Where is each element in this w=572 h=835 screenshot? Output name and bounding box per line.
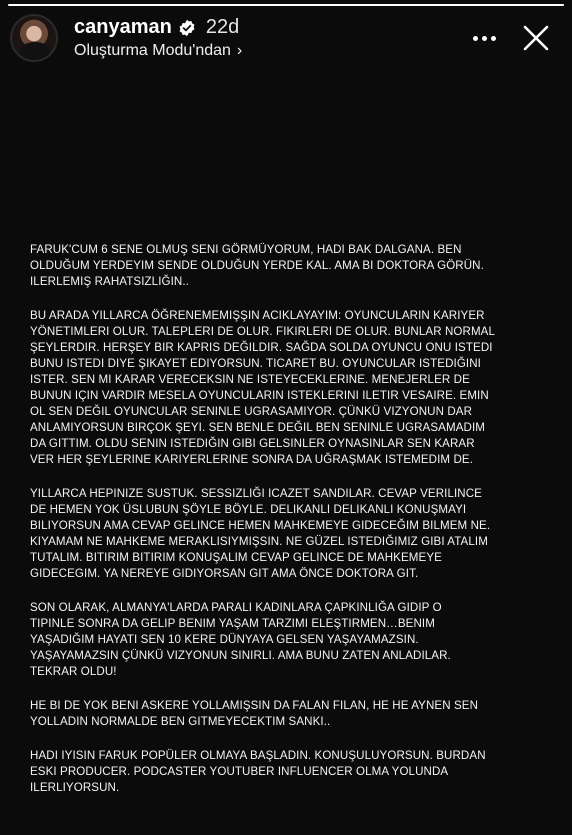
username[interactable]: canyaman	[74, 16, 172, 38]
close-icon[interactable]	[516, 18, 556, 58]
verified-badge-icon	[178, 19, 196, 37]
more-dot	[473, 36, 478, 41]
story-paragraph: YILLARCA HEPINIZE SUSTUK. SESSIZLIĞI ICAZET SANDILAR. CEVAP VERILINCE DE HEMEN YOK ÜSLUBUN ŞÖYLE BÖYLE. DELIKANLI DELIKANLI KONUŞMAYI BILIYORSUN AMA CEVAP GELINCE HEMEN MAHKEMEYE GIDECEĞIM BILMEM NE. KIYAMAM NE MAHKEME MERAKLISIYMIŞSIN. NE GÜZEL ISTEDIĞIMIZ GIBI ATALIM TUTALIM. BITIRIM BITIRIM KONUŞALIM CEVAP GELINCE DE MAHKEMEYE GIDECEGIM. YA NEREYE GIDIYORSAN GIT AMA ÖNCE DOKTORA GIT.	[30, 486, 491, 580]
story-paragraph: HE BI DE YOK BENI ASKERE YOLLAMIŞSIN DA FALAN FILAN, HE HE AYNEN SEN YOLLADIN NORMALDE BEN GITMEYECEKTIM SANKI..	[30, 698, 479, 728]
story-progress-fill	[8, 4, 564, 6]
story-paragraph: HADI IYISIN FARUK POPÜLER OLMAYA BAŞLADIN. KONUŞULUYORSUN. BURDAN ESKI PRODUCER. PODCASTER YOUTUBER INFLUENCER OLMA YOLUNDA ILERLIYORSUN.	[30, 748, 486, 794]
more-options-icon[interactable]	[468, 22, 500, 54]
avatar[interactable]	[10, 14, 58, 62]
creation-mode-link[interactable]	[74, 42, 242, 60]
story-paragraph: SON OLARAK, ALMANYA'LARDA PARALI KADINLARA ÇAPKINLIĞA GIDIP O TIPINLE SONRA DA GELIP BENIM YAŞAM TARZIMI ELEŞTIRMEN…BENIM YAŞADIĞIM HAYATI SEN 10 KERE DÜNYAYA GELSEN YAŞAYAMAZSIN. YAŞAYAMAZSIN ÇÜNKÜ VIZYONUN SINIRLI. AMA BUNU ZATEN ANLADILAR. TEKRAR OLDU!	[30, 600, 451, 678]
chevron-right-icon: ›	[236, 42, 243, 59]
creation-mode-label: Oluşturma Modu'ndan	[74, 42, 231, 59]
more-dot	[491, 36, 496, 41]
user-line	[74, 16, 239, 39]
story-paragraph: BU ARADA YILLARCA ÖĞRENEMEMIŞŞIN ACIKLAYAYIM: OYUNCULARIN KARIYER YÖNETIMLERI OLUR. TALEPLERI DE OLUR. FIKIRLERI DE OLUR. BUNLAR NORMAL ŞEYLERDIR. HERŞEY BIR KAPRIS DEĞILDIR. SAĞDA SOLDA OYUNCU ONU ISTEDI BUNU ISTEDI DIYE ŞIKAYET EDIYORSUN. TICARET BU. OYUNCULAR ISTEDIĞINI ISTER. SEN MI KARAR VERECEKSIN NE ISTEYECEKLERINE. MENEJERLER DE BUNUN IÇIN VARDIR MESELA OYUNCULARIN ISTEKLERINI ILETIR VESAIRE. EMIN OL SEN DEĞIL OYUNCULAR SENINLE UGRASAMIYOR. ÇÜNKÜ VIZYONUN DAR ANLAMIYORSUN BIRÇOK ŞEYI. SEN BENLE DEĞIL BEN SENINLE UGRASAMADIM DA GITTIM. OLDU SENIN ISTEDIĞIN GIBI GELSINLER OYNASINLAR SEN KARAR VER HER ŞEYLERINE KARIYERLERINE SONRA DA UĞRAŞMAK ISTEMEDIM DE.	[30, 308, 496, 466]
more-dot	[482, 36, 487, 41]
story-progress-bar	[8, 4, 564, 6]
story-paragraph: FARUK'CUM 6 SENE OLMUŞ SENI GÖRMÜYORUM, HADI BAK DALGANA. BEN OLDUĞUM YERDEYIM SENDE OLDUĞUN YERDE KAL. AMA BI DOKTORA GÖRÜN. ILERLEMIŞ RAHATSIZLIĞIN..	[30, 242, 484, 288]
post-time: 22d	[205, 16, 240, 38]
story-header	[10, 12, 562, 64]
story-text-block	[30, 241, 550, 813]
